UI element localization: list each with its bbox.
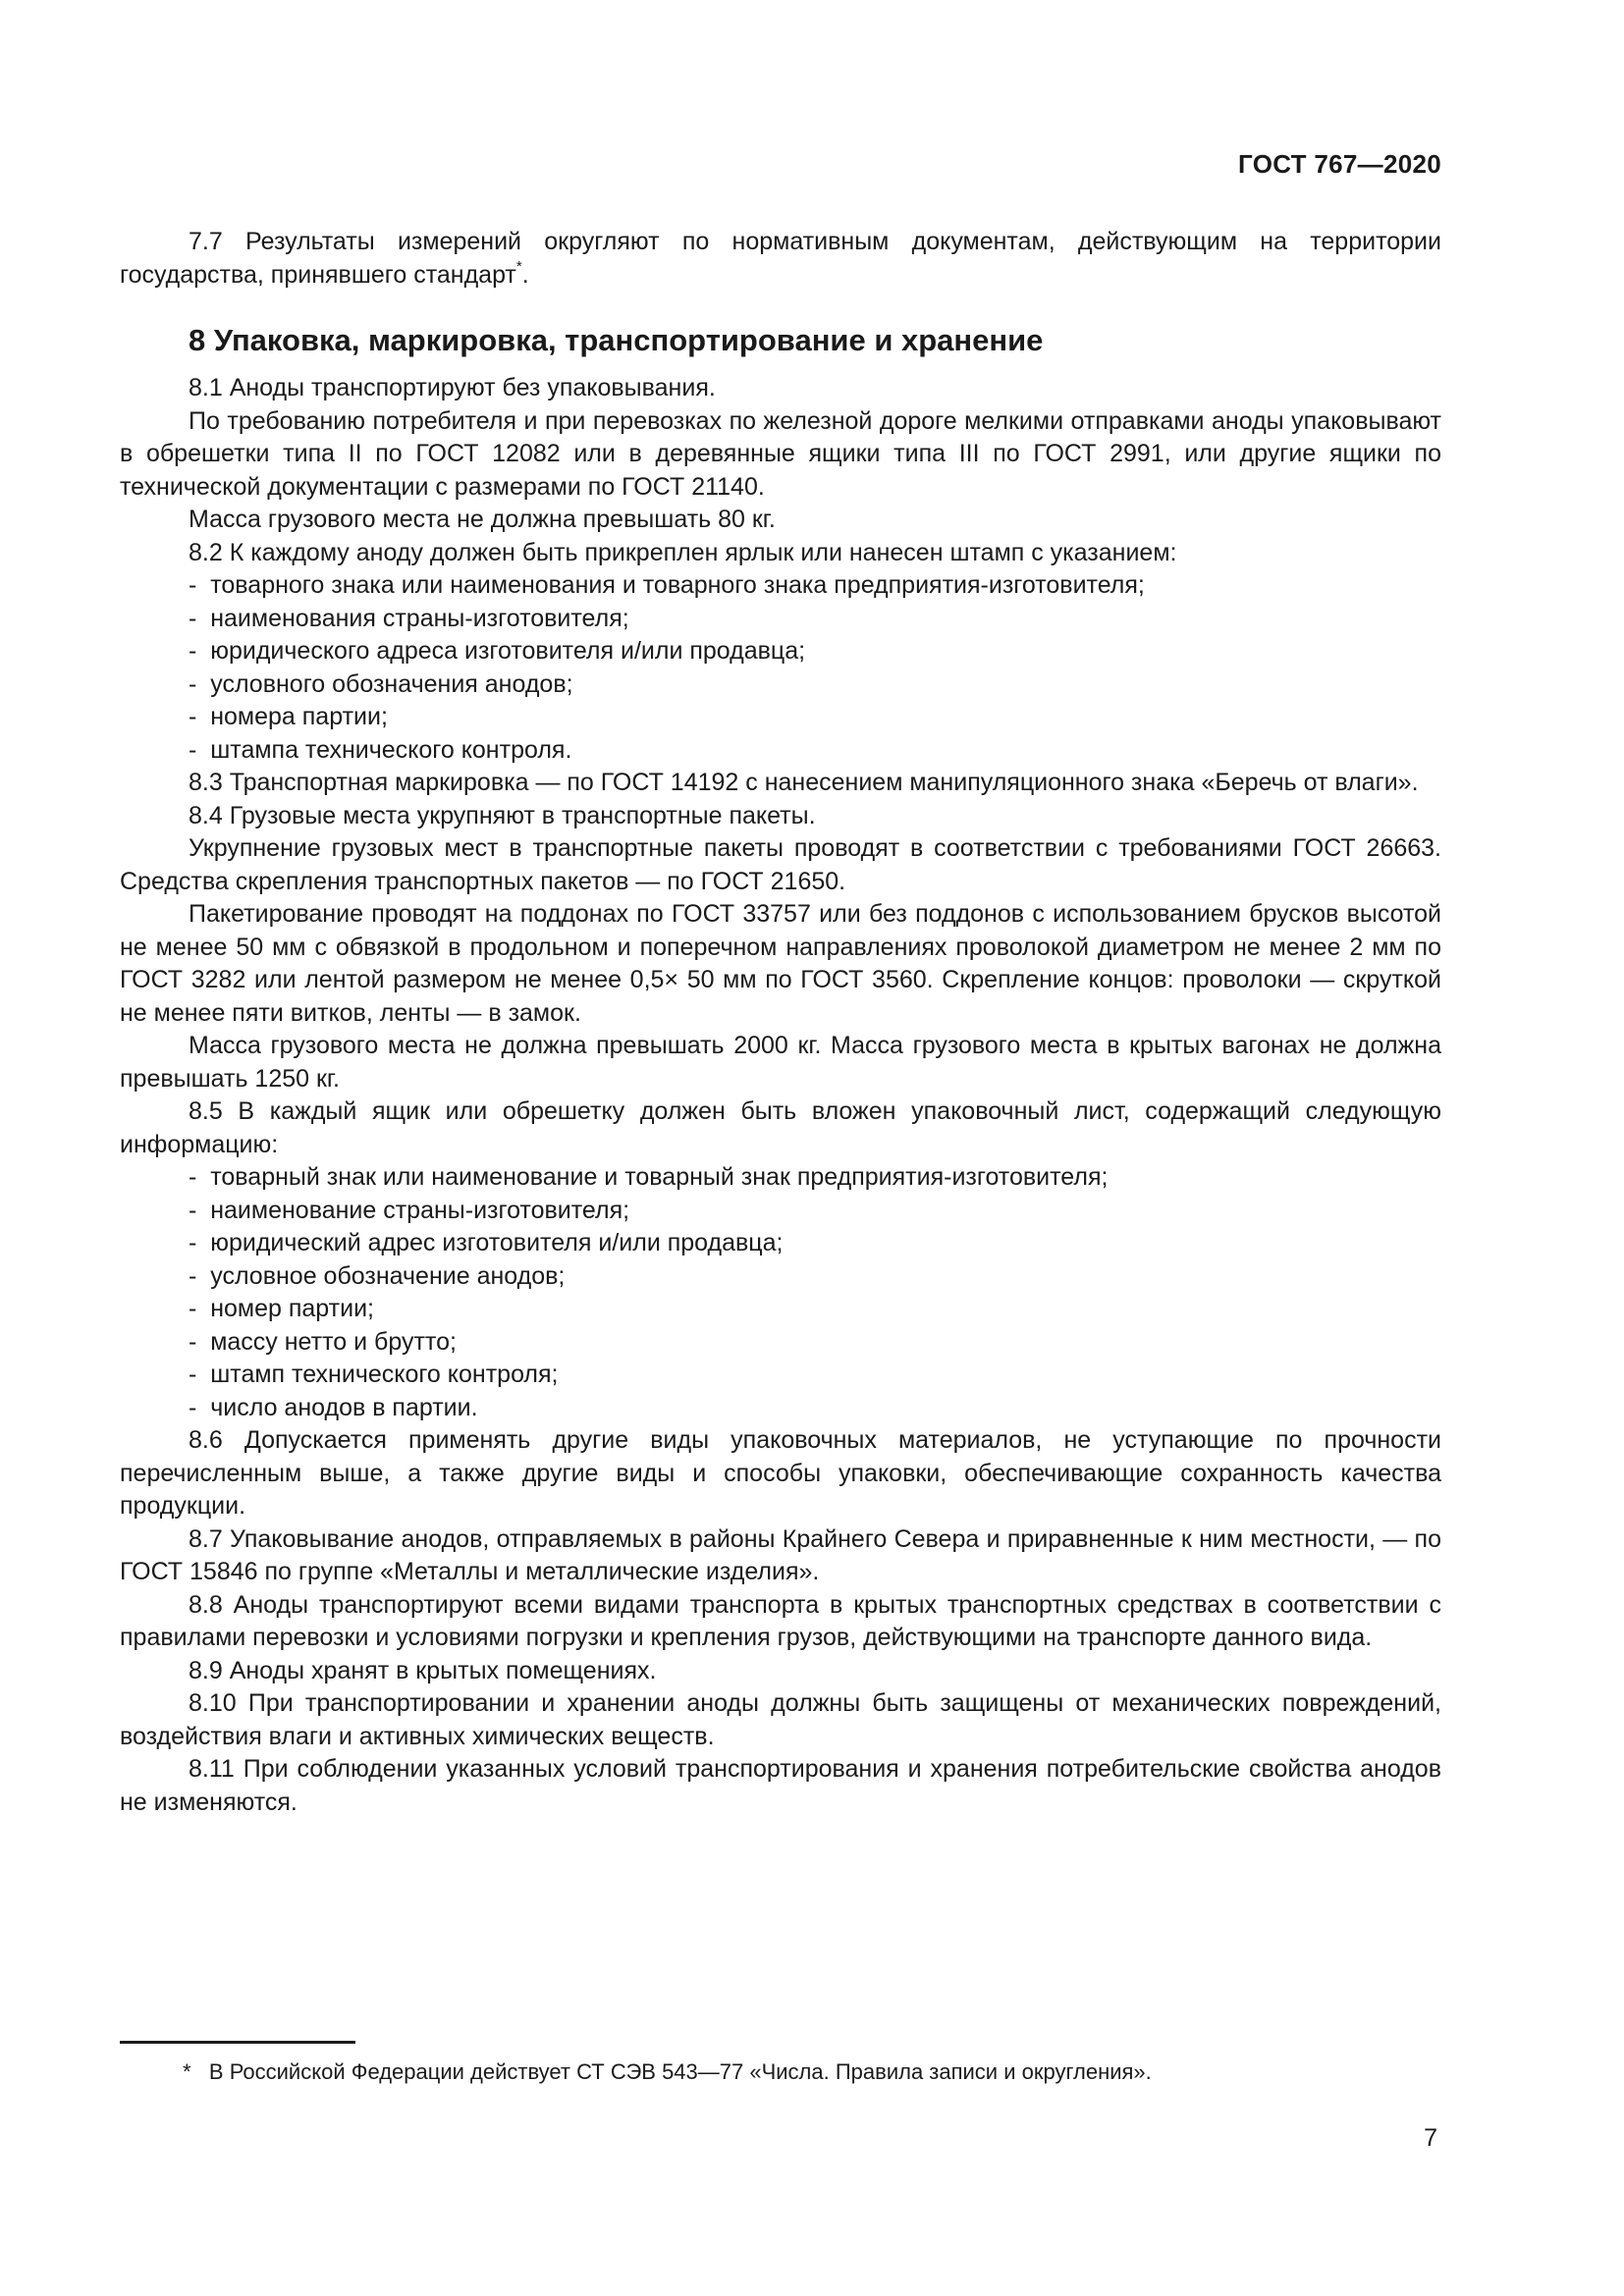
paragraph-7-7-text: 7.7 Результаты измерений округляют по нормативным документам, действующим на территории государства, принявшего стандарт [120,228,1441,289]
list-item: - штамп технического контроля; [189,1359,1441,1392]
footnote-reference: * [515,257,522,275]
footnote [183,2057,1449,2087]
paragraph-8-11: 8.11 При соблюдении указанных условий транспортирования и хранения потребительские свойства анодов не изменяются. [120,1755,1441,1816]
list-item: - юридического адреса изготовителя и/или продавца; [189,635,1441,668]
paragraph-8-6: 8.6 Допускается применять другие виды упаковочных материалов, не уступающие по прочности перечисленным выше, а также другие виды и способы упаковки, обеспечивающие сохранность качества продукции. [120,1426,1441,1520]
footnote-text: В Российской Федерации действует СТ СЭВ 543—77 «Числа. Правила записи и округления». [208,2059,1152,2084]
list-item: - наименование страны-изготовителя; [189,1195,1441,1228]
paragraph-8-10: 8.10 При транспортировании и хранении аноды должны быть защищены от механических повреждений, воздействия влаги и активных химических веществ. [120,1689,1441,1750]
paragraph-8-4: 8.4 Грузовые места укрупняют в транспортные пакеты. [189,801,816,829]
paragraph-7-7-end: . [521,260,529,289]
paragraph-8-8: 8.8 Аноды транспортируют всеми видами транспорта в крытых транспортных средствах в соответствии с правилами перевозки и условиями погрузки и крепления грузов, действующими на транспорте данного вида. [120,1590,1441,1651]
list-item: - номера партии; [189,701,1441,734]
paragraph-8-3: 8.3 Транспортная маркировка — по ГОСТ 14192 с нанесением манипуляционного знака «Беречь от влаги». [189,769,1419,796]
list-item: - товарного знака или наименования и товарного знака предприятия-изготовителя; [189,569,1441,603]
list-item: - условное обозначение анодов; [189,1260,1441,1294]
paragraph-8-5: 8.5 В каждый ящик или обрешетку должен быть вложен упаковочный лист, содержащий следующую информацию: [120,1097,1441,1158]
paragraph-8-9: 8.9 Аноды хранят в крытых помещениях. [189,1656,657,1684]
standard-code-header: ГОСТ 767—2020 [1238,149,1441,179]
paragraph-7-7 [120,226,1441,292]
list-item: - штампа технического контроля. [189,734,1441,768]
list-item: - наименования страны-изготовителя; [189,603,1441,636]
paragraph-8-1-packing: По требованию потребителя и при перевозках по железной дороге мелкими отправками аноды упаковывают в обрешетки типа II по ГОСТ 12082 или в деревянные ящики типа III по ГОСТ 2991, или другие ящики по технической документации с размерами по ГОСТ 21140. [120,406,1441,501]
footnote-divider [120,2041,355,2044]
list-8-2 [120,569,1441,767]
paragraph-8-2: 8.2 К каждому аноду должен быть прикреплен ярлык или нанесен штамп с указанием: [189,538,1177,566]
paragraph-8-4-consolidation: Укрупнение грузовых мест в транспортные пакеты проводят в соответствии с требованиями ГОСТ 26663. Средства скрепления транспортных пакетов — по ГОСТ 21650. [120,834,1441,895]
list-item: - массу нетто и брутто; [189,1326,1441,1360]
list-item: - число анодов в партии. [189,1392,1441,1425]
list-8-5 [120,1161,1441,1424]
paragraph-8-4-palletizing: Пакетирование проводят на поддонах по ГОСТ 33757 или без поддонов с использованием брусков высотой не менее 50 мм с обвязкой в продольном и поперечном направлениях проволокой диаметром не менее 2 мм по ГОСТ 3282 или лентой размером не менее 0,5× 50 мм по ГОСТ 3560. Скрепление концов: проволоки — скруткой не менее пяти витков, ленты — в замок. [120,900,1441,1027]
paragraph-8-1-mass: Масса грузового места не должна превышать 80 кг. [189,506,776,533]
paragraph-8-1: 8.1 Аноды транспортируют без упаковывания. [189,374,716,401]
list-item: - условного обозначения анодов; [189,668,1441,702]
paragraph-8-4-mass: Масса грузового места не должна превышать 2000 кг. Масса грузового места в крытых вагонах не должна превышать 1250 кг. [120,1032,1441,1093]
list-item: - юридический адрес изготовителя и/или продавца; [189,1227,1441,1260]
list-item: - номер партии; [189,1293,1441,1326]
page-number: 7 [1424,2124,1437,2152]
paragraph-8-7: 8.7 Упаковывание анодов, отправляемых в районы Крайнего Севера и приравненные к ним местности, — по ГОСТ 15846 по группе «Металлы и металлические изделия». [120,1524,1441,1585]
page-body [120,226,1441,1819]
footnote-mark: * [183,2059,191,2084]
list-item: - товарный знак или наименование и товарный знак предприятия-изготовителя; [189,1161,1441,1195]
section-8-title: 8 Упаковка, маркировка, транспортирование и хранение [189,323,1044,357]
